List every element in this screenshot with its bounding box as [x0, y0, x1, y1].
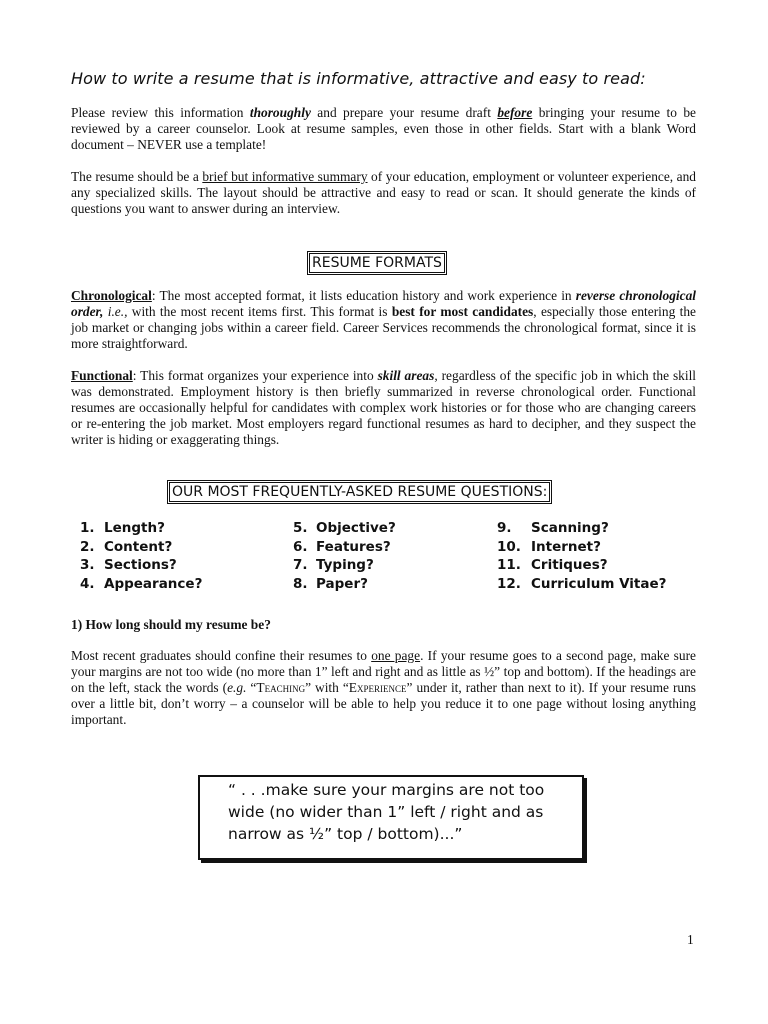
resume-formats-heading: RESUME FORMATS	[309, 253, 445, 273]
question-item: 11. Critiques?	[497, 557, 608, 573]
question-item: 1. Length?	[80, 520, 165, 536]
question-item: 10. Internet?	[497, 538, 601, 555]
question-1-answer: Most recent graduates should confine their resumes to one page. If your resume goes to a second page, make sure your margins are not too wide (no more than 1” left and right and as little as ½” top and bottom). If the headings are on the left, stack the words (e.g. “Teaching” with “Experience” under it, rather than next to it). If your resume runs over a little bit, don’t worry – a counselor will be able to help you reduce it to one page without losing anything important.	[71, 648, 697, 727]
question-item: 9. Scanning?	[497, 520, 609, 536]
pull-quote-box	[198, 775, 584, 860]
chronological-paragraph: Chronological: The most accepted format, it lists education history and work experience in reverse chronological order, i.e., with the most recent items first. This format is best for most candidates, especially those entering the job market or changing jobs within a career field. Career Services recommends the chronological format, since it is more straightforward.	[71, 288, 696, 351]
question-item: 8. Paper?	[293, 575, 368, 592]
question-1-heading: 1) How long should my resume be?	[71, 617, 271, 632]
intro-paragraph-2: The resume should be a brief but informative summary of your education, employment or volunteer experience, and any specialized skills. The layout should be attractive and easy to read or scan. It should generate the kinds of questions you want to answer during an interview.	[71, 169, 696, 216]
intro-paragraph-1: Please review this information thoroughly and prepare your resume draft before bringing your resume to be reviewed by a career counselor. Look at resume samples, even those in other fields. Start with a blank Word document – NEVER use a template!	[71, 105, 696, 152]
page-number: 1	[687, 932, 694, 947]
functional-paragraph: Functional: This format organizes your experience into skill areas, regardless of the specific job in which the skill was demonstrated. Employment history is then briefly summarized in reverse chronological order. Functional resumes are occasionally helpful for candidates with complex work histories or for those who are changing careers or re-entering the job market. Most employers regard functional resumes as hard to decipher, and they suspect the writer is hiding or exaggerating things.	[71, 368, 697, 447]
question-item: 6. Features?	[293, 538, 391, 555]
question-item: 7. Typing?	[293, 557, 374, 573]
page-title: How to write a resume that is informative, attractive and easy to read:	[71, 69, 646, 88]
question-item: 5. Objective?	[293, 520, 396, 536]
pull-quote-text: “ . . .make sure your margins are not too wide (no wider than 1” left / right and as narrow as ½” top / bottom)...”	[228, 781, 545, 843]
question-item: 2. Content?	[80, 538, 173, 555]
question-item: 4. Appearance?	[80, 575, 203, 592]
question-column-1	[80, 519, 202, 593]
question-item: 12. Curriculum Vitae?	[497, 575, 667, 592]
question-column-3	[497, 519, 666, 593]
question-column-2	[293, 519, 396, 593]
question-item: 3. Sections?	[80, 557, 177, 573]
faq-heading: OUR MOST FREQUENTLY-ASKED RESUME QUESTIONS:	[169, 482, 550, 502]
